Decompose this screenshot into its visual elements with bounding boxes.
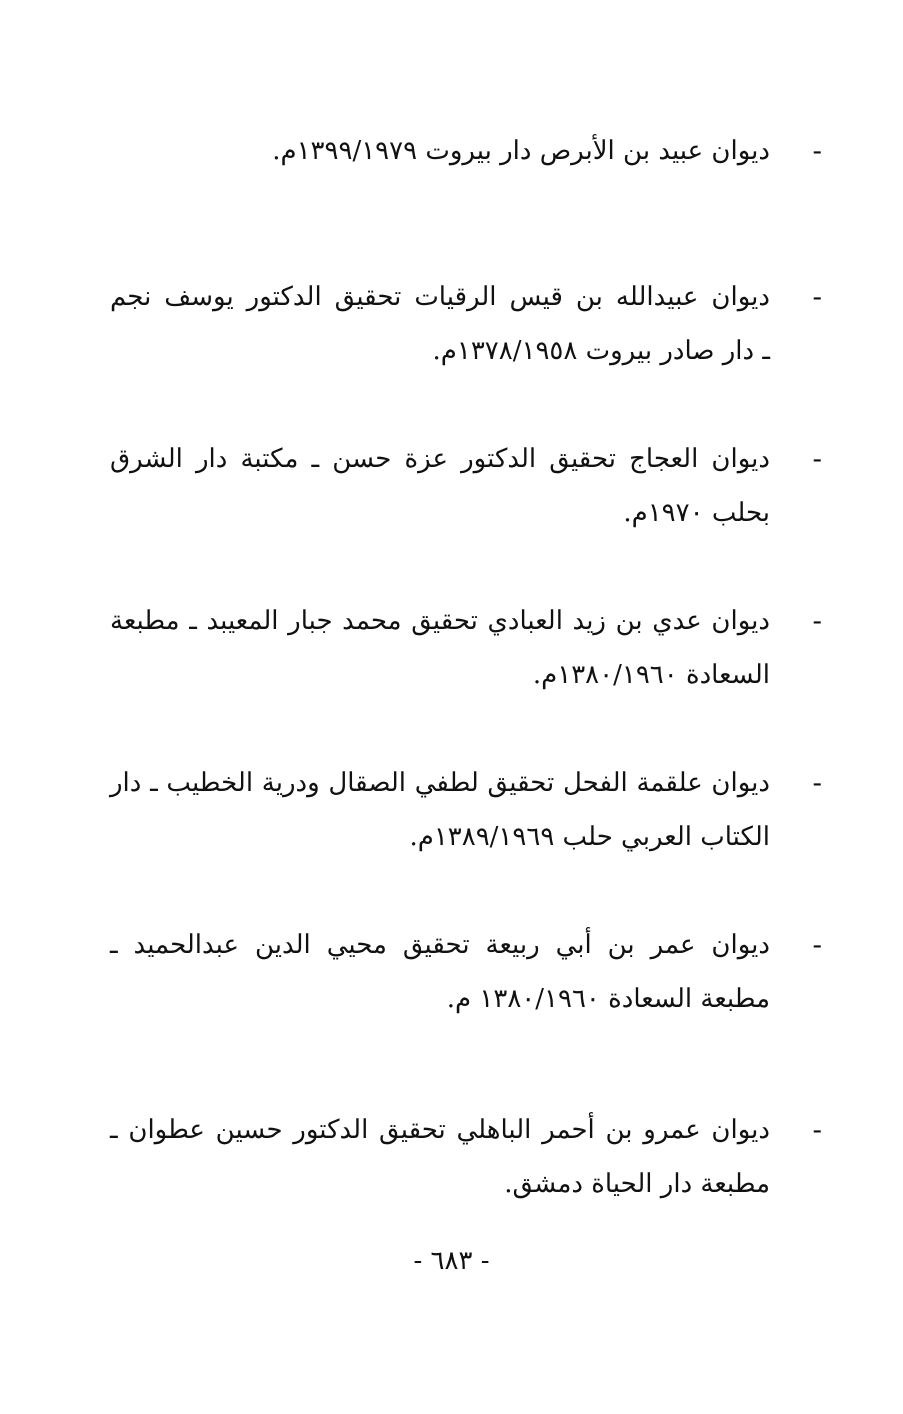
entry-line: ديوان عدي بن زيد العبادي تحقيق محمد جبار المعيبد ـ مطبعة bbox=[110, 606, 770, 636]
bibliography-entry bbox=[110, 270, 822, 378]
bibliography-entry bbox=[110, 918, 822, 1026]
entry-dash: - bbox=[812, 928, 822, 961]
entry-dash: - bbox=[812, 1113, 822, 1146]
bibliography-entry bbox=[110, 1103, 822, 1211]
entry-dash: - bbox=[812, 280, 822, 313]
page-number: - ٦٨٣ - bbox=[413, 1246, 490, 1276]
bibliography-entry bbox=[110, 756, 822, 864]
entry-dash: - bbox=[812, 604, 822, 637]
entry-line: ديوان علقمة الفحل تحقيق لطفي الصقال ودرية الخطيب ـ دار bbox=[110, 768, 770, 798]
entry-line: ـ دار صادر بيروت ١٣٧٨/١٩٥٨م. bbox=[432, 336, 770, 366]
entry-dash: - bbox=[812, 442, 822, 475]
bibliography-entry bbox=[110, 124, 822, 178]
entry-dash: - bbox=[812, 134, 822, 167]
entry-line: ديوان عبيد بن الأبرص دار بيروت ١٣٩٩/١٩٧٩م. bbox=[272, 136, 770, 166]
entry-line: مطبعة دار الحياة دمشق. bbox=[504, 1169, 770, 1199]
entry-line: ديوان عمرو بن أحمر الباهلي تحقيق الدكتور حسين عطوان ـ bbox=[110, 1115, 770, 1145]
entry-line: ديوان عبيدالله بن قيس الرقيات تحقيق الدكتور يوسف نجم bbox=[110, 282, 770, 312]
entry-line: الكتاب العربي حلب ١٣٨٩/١٩٦٩م. bbox=[409, 822, 770, 852]
entry-line: مطبعة السعادة ١٣٨٠/١٩٦٠ م. bbox=[446, 984, 770, 1014]
entry-line: ديوان عمر بن أبي ربيعة تحقيق محيي الدين عبدالحميد ـ bbox=[110, 930, 770, 960]
bibliography-entry bbox=[110, 594, 822, 702]
entry-dash: - bbox=[812, 766, 822, 799]
entry-line: بحلب ١٩٧٠م. bbox=[623, 498, 770, 528]
bibliography-entry bbox=[110, 432, 822, 540]
entry-line: السعادة ١٣٨٠/١٩٦٠م. bbox=[532, 660, 770, 690]
entry-line: ديوان العجاج تحقيق الدكتور عزة حسن ـ مكتبة دار الشرق bbox=[110, 444, 770, 474]
